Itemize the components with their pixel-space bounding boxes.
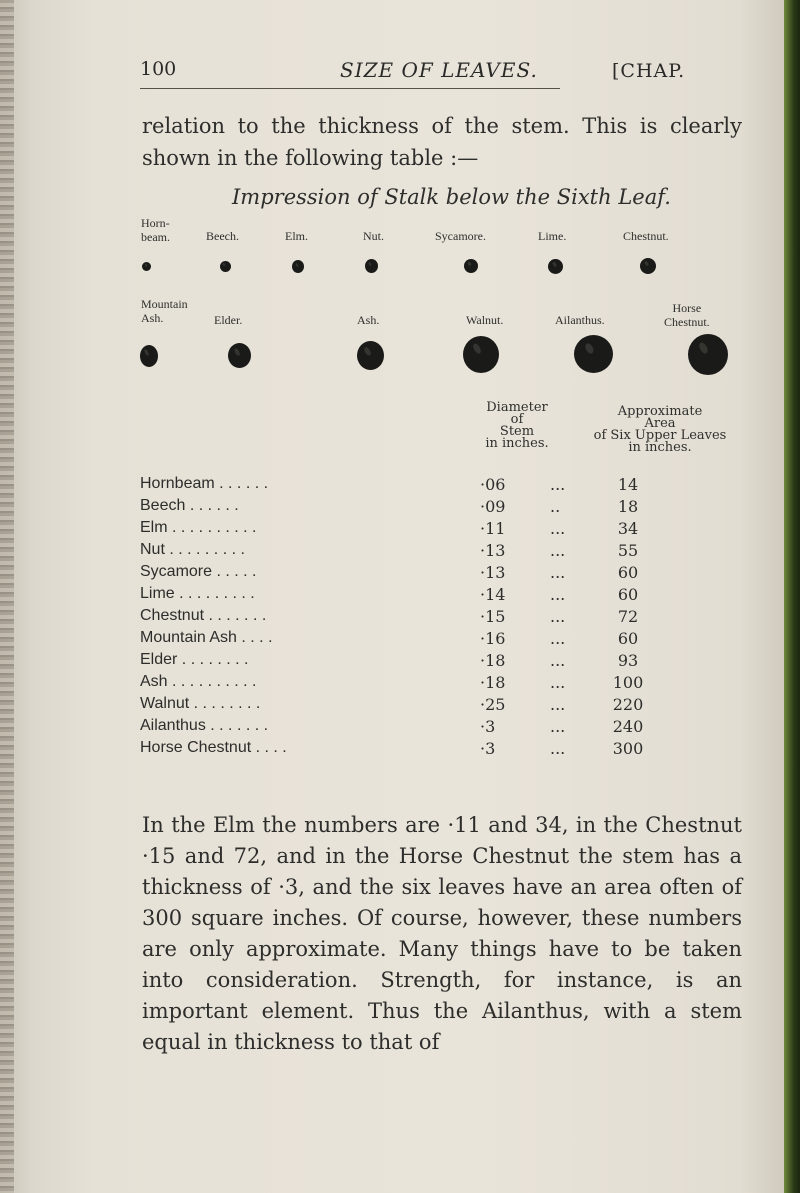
impression-label: Mountain Ash. [141,297,188,325]
separator: ... [550,695,566,714]
separator: ... [550,563,566,582]
tree-name: Sycamore . . . . . [140,563,257,580]
stalk-impression-mountain-ash [140,345,158,367]
running-title: SIZE OF LEAVES. [340,58,538,82]
page-number: 100 [140,58,177,80]
leaf-area: 72 [617,607,639,626]
separator: ... [550,541,566,560]
stalk-impression-horse-chestnut [688,334,728,375]
separator: ... [550,629,566,648]
stem-diameter: ·11 [480,519,506,538]
stalk-impression-walnut [463,336,499,373]
table-row [140,695,760,717]
stem-diameter: ·3 [480,717,496,736]
stem-diameter: ·13 [480,563,506,582]
leaf-area: 18 [617,497,639,516]
separator: ... [550,651,566,670]
table-row [140,629,760,651]
separator: ... [550,585,566,604]
impression-label: Ash. [357,313,380,327]
intro-paragraph: relation to the thickness of the stem. This is clearly shown in the following table :— [142,114,742,170]
tree-name: Ash . . . . . . . . . . [140,673,257,690]
separator: .. [550,497,561,516]
tree-name: Chestnut . . . . . . . [140,607,267,624]
stem-diameter: ·06 [480,475,506,494]
separator: ... [550,739,566,758]
table-row [140,563,760,585]
stalk-impression-beech [220,261,231,272]
table-row [140,651,760,673]
table-row [140,673,760,695]
impression-label: Horn- beam. [141,216,170,244]
stem-diameter: ·18 [480,673,506,692]
leaf-area: 60 [617,629,639,648]
impression-label: Lime. [538,229,567,243]
table-row [140,519,760,541]
tree-name: Elm . . . . . . . . . . [140,519,257,536]
separator: ... [550,717,566,736]
impression-label: Elm. [285,229,308,243]
impression-label: Chestnut. [623,229,669,243]
tree-name: Beech . . . . . . [140,497,239,514]
chapter-marker: [CHAP. [612,60,686,82]
separator: ... [550,475,566,494]
column-header-area: Approximate Area of Six Upper Leaves in inches. [593,404,727,455]
page-spine-shadow [0,0,14,1193]
leaf-area: 100 [612,673,644,692]
separator: ... [550,673,566,692]
impression-label: Sycamore. [435,229,486,243]
tree-name: Ailanthus . . . . . . . [140,717,269,734]
closing-paragraph: In the Elm the numbers are ·11 and 34, in the Chestnut ·15 and 72, and in the Horse Chestnut the stem has a thickness of ·3, and the six leaves have an area often of 300 square inches. Of course, however, these numbers are only approximate. Many things have to be taken into consideration. Strength, for instance, is an important element. Thus the Ailanthus, with a stem equal in thickness to that of [142,813,742,1054]
figure-caption: Impression of Stalk below the Sixth Leaf. [232,185,671,209]
stem-diameter: ·15 [480,607,506,626]
page-header [0,58,786,98]
table-row [140,497,760,519]
stalk-impression-elm [292,260,304,273]
stalk-impression-sycamore [464,259,478,273]
leaf-area: 14 [617,475,639,494]
impression-label: Elder. [214,313,243,327]
impression-label: Ailanthus. [555,313,605,327]
separator: ... [550,607,566,626]
impression-label: Horse Chestnut. [664,301,710,329]
stem-diameter: ·09 [480,497,506,516]
stalk-impression-lime [548,259,563,274]
leaf-area: 300 [612,739,644,758]
leaf-area: 240 [612,717,644,736]
table-row [140,739,760,761]
book-edge [784,0,800,1193]
separator: ... [550,519,566,538]
table-row [140,717,760,739]
leaf-area: 220 [612,695,644,714]
stem-diameter: ·16 [480,629,506,648]
leaf-area: 34 [617,519,639,538]
tree-name: Nut . . . . . . . . . [140,541,245,558]
stem-diameter: ·3 [480,739,496,758]
tree-name: Horse Chestnut . . . . [140,739,287,756]
table-row [140,475,760,497]
stalk-impression-ash [357,341,384,370]
stem-diameter: ·14 [480,585,506,604]
stalk-impression-hornbeam [142,262,151,271]
stem-diameter: ·18 [480,651,506,670]
tree-name: Walnut . . . . . . . . [140,695,261,712]
tree-name: Mountain Ash . . . . [140,629,273,646]
table-row [140,541,760,563]
leaf-area: 60 [617,563,639,582]
table-row [140,585,760,607]
impression-label: Beech. [206,229,239,243]
header-rule [140,88,560,89]
tree-name: Lime . . . . . . . . . [140,585,255,602]
leaf-area: 93 [617,651,639,670]
stalk-impression-nut [365,259,378,273]
stalk-impression-ailanthus [574,335,613,373]
impression-label: Nut. [363,229,384,243]
tree-name: Hornbeam . . . . . . [140,475,269,492]
leaf-area: 55 [617,541,639,560]
column-header-diameter: Diameter of Stem in inches. [485,400,549,451]
stalk-impression-chestnut [640,258,656,274]
stem-diameter: ·25 [480,695,506,714]
impression-label: Walnut. [466,313,504,327]
tree-name: Elder . . . . . . . . [140,651,249,668]
stem-diameter: ·13 [480,541,506,560]
leaf-area: 60 [617,585,639,604]
stalk-impression-elder [228,343,251,368]
table-row [140,607,760,629]
